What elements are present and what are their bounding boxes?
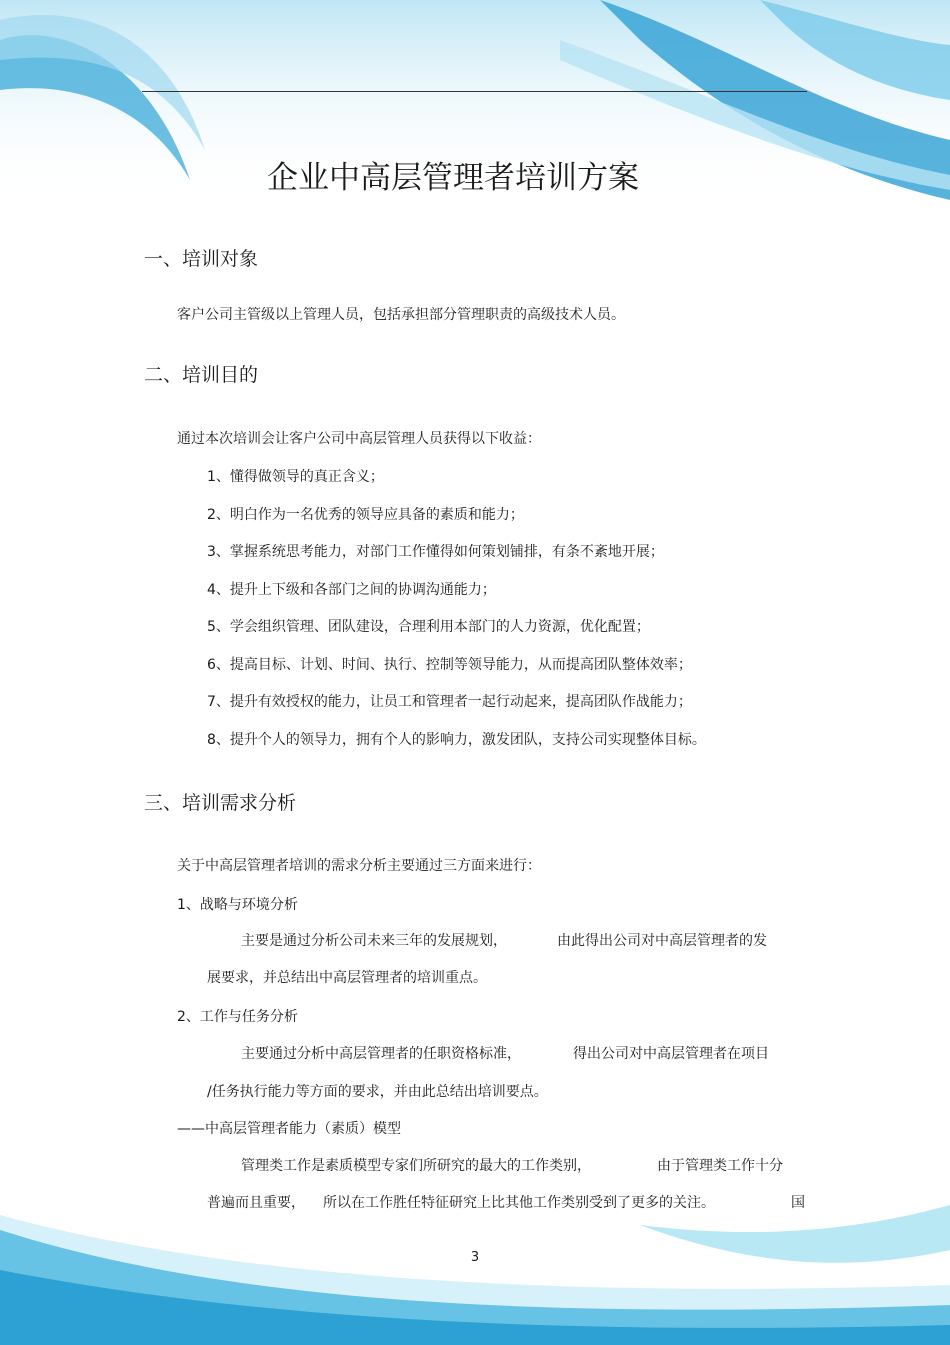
sub2-line1a: 主要通过分析中高层管理者的任职资格标准，: [241, 1046, 521, 1062]
page-number: 3: [470, 1250, 480, 1265]
goal-item: 3、掌握系统思考能力，对部门工作懂得如何策划铺排，有条不紊地开展；: [207, 544, 664, 560]
sub2-line2: /任务执行能力等方面的要求，并由此总结出培训要点。: [207, 1084, 548, 1100]
sub2-label: 2、工作与任务分析: [177, 1009, 298, 1025]
sub1-line2: 展要求，并总结出中高层管理者的培训重点。: [207, 970, 487, 986]
section1-heading: 一、培训对象: [144, 248, 259, 270]
section2-intro: 通过本次培训会让客户公司中高层管理人员获得以下收益：: [177, 431, 541, 447]
sub1-label: 1、战略与环境分析: [177, 897, 298, 913]
document-title: 企业中高层管理者培训方案: [267, 160, 639, 196]
goal-item: 2、明白作为一名优秀的领导应具备的素质和能力；: [207, 507, 524, 523]
goal-item: 6、提高目标、计划、时间、执行、控制等领导能力，从而提高团队整体效率；: [207, 657, 692, 673]
model-line2b: 所以在工作胜任特征研究上比其他工作类别受到了更多的关注。: [323, 1195, 715, 1211]
sub1-line1b: 由此得出公司对中高层管理者的发: [557, 933, 767, 949]
goal-item: 8、提升个人的领导力，拥有个人的影响力，激发团队，支持公司实现整体目标。: [207, 732, 706, 748]
section2-heading: 二、培训目的: [144, 364, 259, 386]
sub2-line1b: 得出公司对中高层管理者在项目: [573, 1046, 769, 1062]
goal-item: 4、提升上下级和各部门之间的协调沟通能力；: [207, 582, 496, 598]
model-line2c: 国: [791, 1195, 805, 1211]
section1-body: 客户公司主管级以上管理人员，包括承担部分管理职责的高级技术人员。: [177, 307, 625, 323]
model-line1b: 由于管理类工作十分: [657, 1158, 783, 1174]
goal-item: 7、提升有效授权的能力，让员工和管理者一起行动起来，提高团队作战能力；: [207, 694, 692, 710]
model-line2a: 普遍而且重要，: [207, 1195, 305, 1211]
model-line1a: 管理类工作是素质模型专家们所研究的最大的工作类别，: [241, 1158, 591, 1174]
header-rule: [142, 91, 807, 92]
goal-item: 1、懂得做领导的真正含义；: [207, 469, 384, 485]
section3-heading: 三、培训需求分析: [144, 792, 297, 814]
goal-item: 5、学会组织管理、团队建设，合理利用本部门的人力资源，优化配置；: [207, 619, 650, 635]
section3-intro: 关于中高层管理者培训的需求分析主要通过三方面来进行：: [177, 858, 541, 874]
model-label: ——中高层管理者能力（素质）模型: [177, 1121, 401, 1137]
sub1-line1a: 主要是通过分析公司未来三年的发展规划，: [241, 933, 507, 949]
